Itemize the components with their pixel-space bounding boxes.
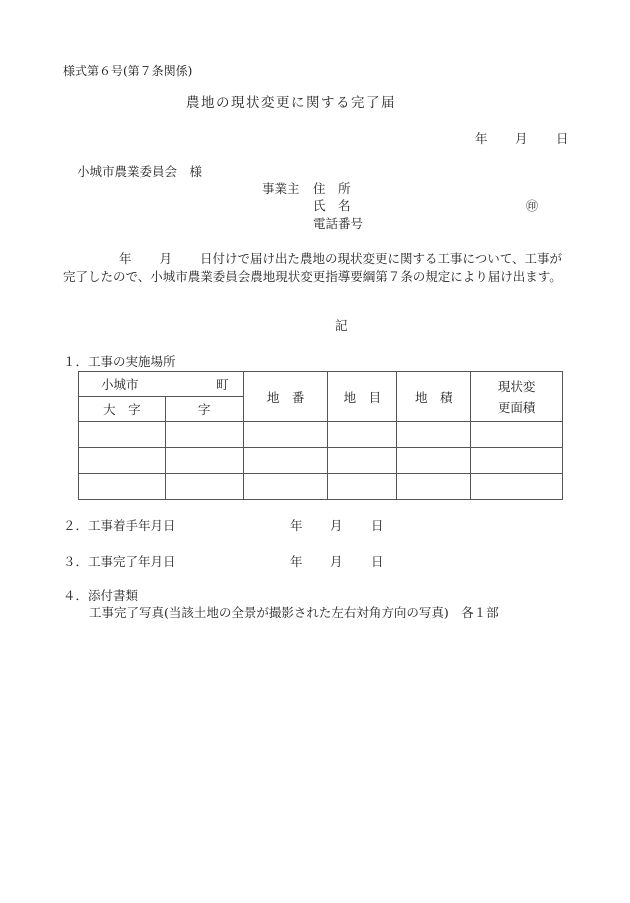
table-cell[interactable] (328, 474, 397, 500)
table-row (79, 448, 563, 474)
section4-heading: ４．添付書類 (63, 588, 139, 603)
body-year: 年 (119, 251, 132, 266)
chiban-header: 地 番 (243, 372, 328, 422)
change-area-header (471, 372, 563, 422)
table-cell[interactable] (79, 422, 166, 448)
table-cell[interactable] (471, 474, 563, 500)
city-label: 小城市 (101, 377, 139, 392)
table-cell[interactable] (471, 448, 563, 474)
form-number: 様式第６号(第７条関係) (63, 64, 193, 78)
table-cell[interactable] (243, 474, 328, 500)
table-cell[interactable] (243, 448, 328, 474)
body-paragraph (63, 250, 573, 286)
body-month: 月 (159, 251, 173, 266)
section3-day: 日 (371, 554, 384, 569)
table-cell[interactable] (243, 422, 328, 448)
address-label: 住 所 (313, 181, 351, 196)
applicant-label: 事業主 (262, 181, 300, 196)
section3-month: 月 (330, 554, 343, 569)
table-cell[interactable] (397, 422, 471, 448)
chimoku-header: 地 目 (328, 372, 397, 422)
table-cell[interactable] (328, 422, 397, 448)
change-area-line2: 更面積 (497, 400, 536, 415)
table-row (79, 474, 563, 500)
header-date-month: 月 (515, 131, 528, 146)
section2-heading: ２．工事着手年月日 (63, 518, 176, 533)
table-cell[interactable] (165, 422, 243, 448)
table-cell[interactable] (471, 422, 563, 448)
section2-month: 月 (330, 518, 343, 533)
table-cell[interactable] (328, 448, 397, 474)
location-table (78, 371, 563, 500)
section3-year: 年 (290, 554, 303, 569)
table-row (79, 422, 563, 448)
aza-header: 字 (165, 397, 243, 422)
table-cell[interactable] (165, 474, 243, 500)
oaza-header: 大 字 (79, 397, 166, 422)
change-area-line1: 現状変 (497, 379, 536, 394)
header-date-year: 年 (475, 131, 488, 146)
ki-heading: 記 (335, 318, 348, 333)
chiseki-header: 地 積 (397, 372, 471, 422)
header-date-day: 日 (556, 131, 569, 146)
table-cell[interactable] (79, 474, 166, 500)
table-cell[interactable] (165, 448, 243, 474)
name-label: 氏 名 (313, 198, 351, 213)
city-town-header (79, 372, 244, 397)
section2-day: 日 (371, 518, 384, 533)
phone-label: 電話番号 (313, 216, 364, 231)
section4-item: 工事完了写真(当該土地の全景が撮影された左右対角方向の写真) 各１部 (89, 605, 499, 620)
section1-heading: １．工事の実施場所 (63, 354, 176, 369)
table-cell[interactable] (397, 448, 471, 474)
body-text: 日付けで届け出た農地の現状変更に関する工事について、工事が完了したので、小城市農業委員会農地現状変更指導要綱第７条の規定により届け出ます。 (63, 251, 563, 284)
addressee: 小城市農業委員会 様 (77, 164, 203, 179)
document-title: 農地の現状変更に関する完了届 (186, 95, 396, 111)
section2-year: 年 (290, 518, 303, 533)
table-cell[interactable] (397, 474, 471, 500)
section3-heading: ３．工事完了年月日 (63, 554, 176, 569)
seal-mark: ㊞ (526, 199, 539, 213)
town-label: 町 (216, 377, 229, 392)
table-cell[interactable] (79, 448, 166, 474)
